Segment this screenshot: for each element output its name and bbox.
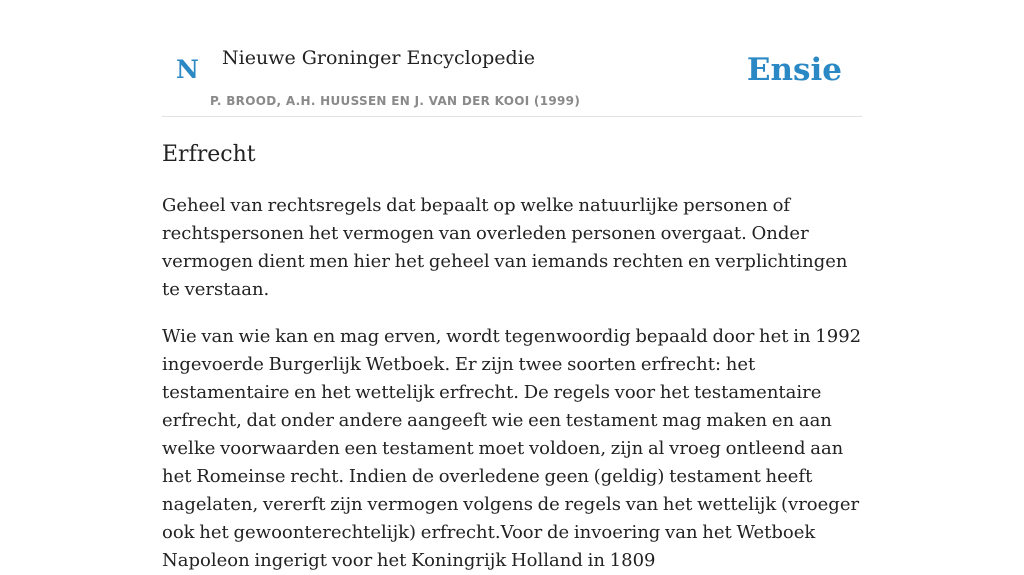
encyclopedia-authors: P. BROOD, A.H. HUUSSEN EN J. VAN DER KOOI (1999) <box>210 94 581 108</box>
article-title: Erfrecht <box>162 142 256 167</box>
article <box>162 138 862 575</box>
encyclopedia-logo[interactable]: N <box>176 55 199 84</box>
article-paragraph: Wie van wie kan en mag erven, wordt tegenwoordig bepaald door het in 1992 ingevoerde Burgerlijk Wetboek. Er zijn twee soorten erfrecht: het testamentaire en het wettelijk erfrecht. De regels voor het testamentaire erfrecht, dat onder andere aangeeft wie een testament mag maken en aan welke voorwaarden een testament moet voldoen, zijn al vroeg ontleend aan het Romeinse recht. Indien de overledene geen (geldig) testament heeft nagelaten, vererft zijn vermogen volgens de regels van het wettelijk (vroeger ook het gewoonterechtelijk) erfrecht.Voor de invoering van het Wetboek Napoleon ingerigt voor het Koningrijk Holland in 1809 <box>162 326 862 571</box>
encyclopedia-title[interactable]: Nieuwe Groninger Encyclopedie <box>222 47 536 69</box>
ensie-logo[interactable]: Ensie <box>746 52 842 88</box>
header <box>162 0 862 117</box>
article-paragraph: Geheel van rechtsregels dat bepaalt op welke natuurlijke personen of rechtspersonen het vermogen van overleden personen overgaat. Onder vermogen dient men hier het geheel van iemands rechten en verplichtingen te verstaan. <box>162 195 848 300</box>
